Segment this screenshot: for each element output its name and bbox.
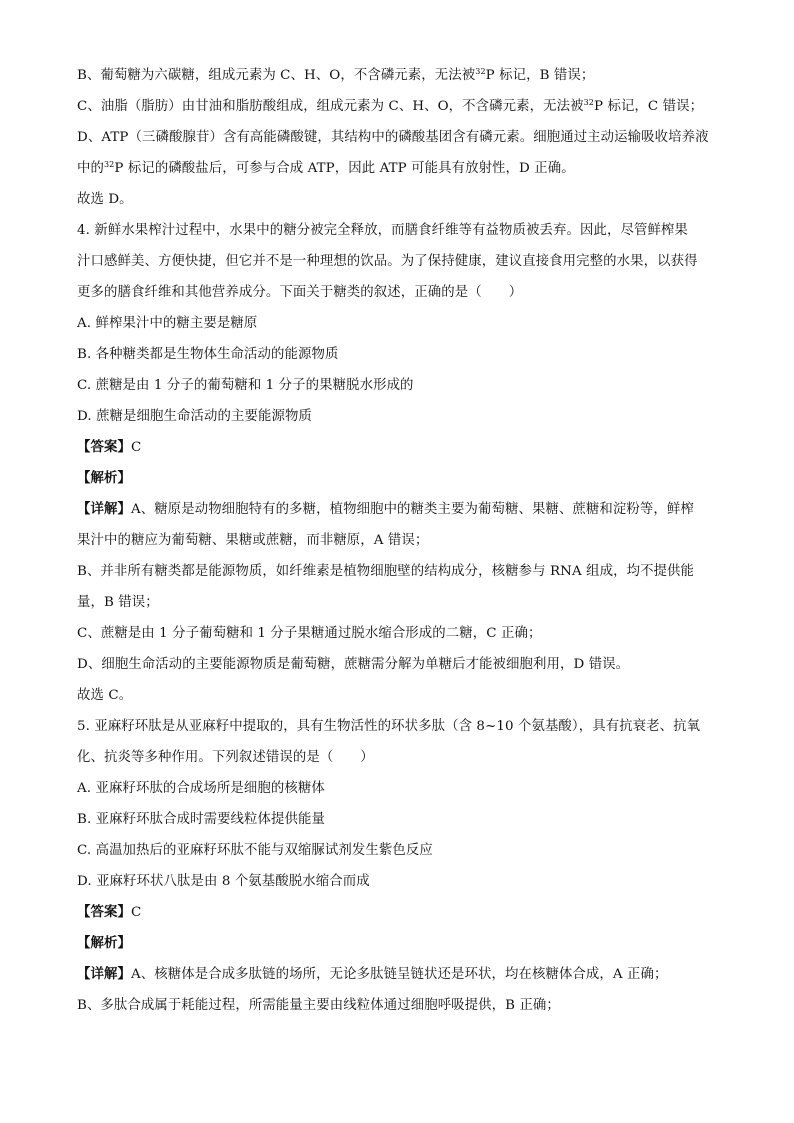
q5-answer [77, 897, 717, 928]
q4-explanation-line5: C、蔗糖是由 1 分子葡萄糖和 1 分子果糖通过脱水缩合形成的二糖，C 正确； [77, 626, 542, 641]
q4-explanation-line1 [77, 494, 717, 525]
q4-option-c: C. 蔗糖是由 1 分子的葡萄糖和 1 分子的果糖脱水形成的 [77, 378, 414, 393]
q3-option-c-explanation [77, 91, 717, 122]
q5-explanation-a: A、核糖体是合成多肽链的场所，无论多肽链呈链状还是环状，均在核糖体合成，A 正确； [130, 967, 668, 982]
q3-c-text-end: P 标记，C 错误； [593, 99, 704, 114]
q3-b-text-end: P 标记，B 错误； [485, 68, 595, 83]
q4-option-a: A. 鲜榨果汁中的糖主要是糖原 [77, 316, 258, 331]
answer-value: C [130, 905, 142, 920]
q3-option-d-explanation-line2 [77, 153, 717, 184]
q4-explanation-line4: 量，B 错误； [77, 595, 159, 610]
q3-conclusion: 故选 D。 [77, 192, 133, 207]
document-body [77, 60, 717, 1021]
answer-value: C [130, 440, 142, 455]
q5-stem-line2: 化、抗炎等多种作用。下列叙述错误的是（ ） [77, 750, 374, 765]
q4-explanation-a: A、糖原是动物细胞特有的多糖，植物细胞中的糖类主要为葡萄糖、果糖、蔗糖和淀粉等，鲜榨 [130, 502, 694, 517]
answer-tag: 【答案】 [77, 905, 131, 920]
q5-option-a: A. 亚麻籽环肽的合成场所是细胞的核糖体 [77, 781, 325, 796]
q5-explanation-line1 [77, 959, 717, 990]
q4-stem-line3: 更多的膳食纤维和其他营养成分。下面关于糖类的叙述，正确的是（ ） [77, 285, 523, 300]
q3-c-text: C、油脂（脂肪）由甘油和脂肪酸组成，组成元素为 C、H、O，不含磷元素，无法被 [77, 99, 584, 114]
q4-explanation-line6: D、细胞生命活动的主要能源物质是葡萄糖，蔗糖需分解为单糖后才能被细胞利用，D 错误。 [77, 657, 630, 672]
q3-d-text-end: P 标记的磷酸盐后，可参与合成 ATP，因此 ATP 可能具有放射性，D 正确。 [114, 161, 575, 176]
detail-tag: 【详解】 [77, 967, 131, 982]
analysis-tag: 【解析】 [77, 936, 131, 951]
q5-option-c: C. 高温加热后的亚麻籽环肽不能与双缩脲试剂发生紫色反应 [77, 843, 433, 858]
q4-option-b: B. 各种糖类都是生物体生命活动的能源物质 [77, 347, 339, 362]
q3-d-text: 中的 [77, 161, 104, 176]
q3-option-b-explanation [77, 60, 717, 91]
q4-explanation-line3: B、并非所有糖类都是能源物质，如纤维素是植物细胞壁的结构成分，核糖参与 RNA 组成，均不提供能 [77, 564, 695, 579]
q3-d-superscript: 32 [103, 160, 115, 169]
analysis-tag: 【解析】 [77, 471, 131, 486]
answer-tag: 【答案】 [77, 440, 131, 455]
q3-b-text: B、葡萄糖为六碳糖，组成元素为 C、H、O，不含磷元素，无法被 [77, 68, 476, 83]
q5-analysis-heading [77, 928, 717, 959]
q5-option-b: B. 亚麻籽环肽合成时需要线粒体提供能量 [77, 812, 325, 827]
q4-conclusion: 故选 C。 [77, 688, 133, 703]
q5-stem-line1: 5. 亚麻籽环肽是从亚麻籽中提取的，具有生物活性的环状多肽（含 8~10 个氨基酸），具有抗衰老、抗氧 [77, 719, 701, 734]
detail-tag: 【详解】 [77, 502, 131, 517]
q4-explanation-line2: 果汁中的糖应为葡萄糖、果糖或蔗糖，而非糖原，A 错误； [77, 533, 429, 548]
q3-option-d-explanation-line1: D、ATP（三磷酸腺苷）含有高能磷酸键，其结构中的磷酸基团含有磷元素。细胞通过主动运输吸收培养液 [77, 130, 709, 145]
q4-option-d: D. 蔗糖是细胞生命活动的主要能源物质 [77, 409, 312, 424]
q4-stem-line1: 4. 新鲜水果榨汁过程中，水果中的糖分被完全释放，而膳食纤维等有益物质被丢弃。因此，尽管鲜榨果 [77, 223, 688, 238]
q4-stem-line2: 汁口感鲜美、方便快捷，但它并不是一种理想的饮品。为了保持健康，建议直接食用完整的水果，以获得 [77, 254, 698, 269]
q5-option-d: D. 亚麻籽环状八肽是由 8 个氨基酸脱水缩合而成 [77, 874, 370, 889]
q5-explanation-line2: B、多肽合成属于耗能过程，所需能量主要由线粒体通过细胞呼吸提供，B 正确； [77, 998, 560, 1013]
q4-answer [77, 432, 717, 463]
q4-analysis-heading [77, 463, 717, 494]
q3-c-superscript: 32 [583, 98, 594, 107]
q3-b-superscript: 32 [475, 67, 486, 76]
